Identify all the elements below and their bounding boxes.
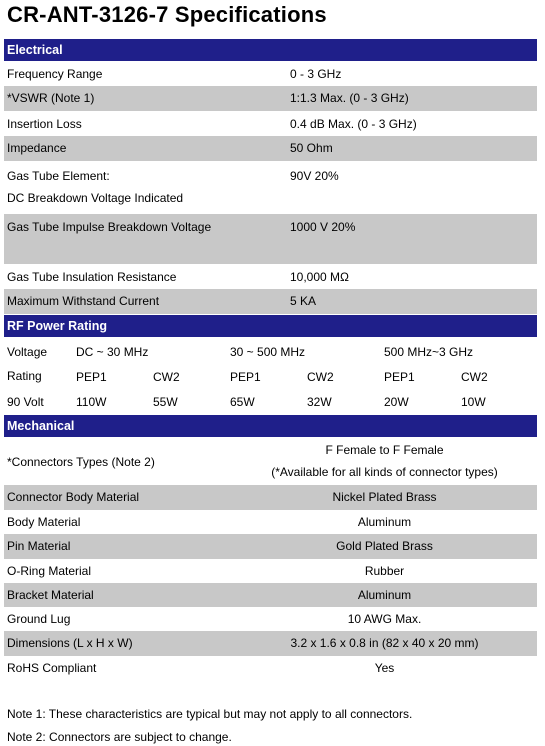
- spec-row-o-ring: [4, 559, 537, 583]
- footnote-1: Note 1: These characteristics are typical but may not apply to all connectors.: [7, 707, 413, 721]
- spec-row-connectors: [4, 437, 537, 485]
- spec-label: Bracket Material: [7, 588, 94, 602]
- rf-cell: 90 Volt: [7, 395, 44, 409]
- rf-cell: CW2: [461, 370, 488, 384]
- rf-cell: 110W: [76, 395, 107, 409]
- spec-value: 10 AWG Max.: [347, 612, 422, 626]
- spec-row-dimensions: [4, 631, 537, 656]
- rf-cell: CW2: [307, 370, 334, 384]
- rf-row-rating: [4, 363, 537, 388]
- rf-cell: 65W: [230, 395, 255, 409]
- spec-value: Gold Plated Brass: [336, 539, 433, 553]
- rf-cell: 10W: [461, 395, 486, 409]
- rf-cell: PEP1: [384, 370, 415, 384]
- spec-value: 0 - 3 GHz: [290, 67, 342, 81]
- section-header-electrical: Electrical: [4, 39, 537, 61]
- section-header-mechanical: Mechanical: [4, 415, 537, 437]
- spec-row-frequency: [4, 61, 537, 86]
- rf-row-90-volt: [4, 388, 537, 413]
- spec-label: Gas Tube Impulse Breakdown Voltage: [7, 220, 212, 234]
- spec-value: 50 Ohm: [290, 141, 333, 155]
- rf-cell: DC ~ 30 MHz: [76, 345, 149, 359]
- spec-value: 3.2 x 1.6 x 0.8 in (82 x 40 x 20 mm): [290, 636, 479, 650]
- section-header-rf-power: RF Power Rating: [4, 315, 537, 337]
- rf-cell: PEP1: [230, 370, 261, 384]
- spec-row-withstand-current: [4, 289, 537, 314]
- spec-label: RoHS Compliant: [7, 661, 97, 675]
- spec-label: Connector Body Material: [7, 490, 140, 504]
- spec-label: Gas Tube Element:: [7, 169, 110, 183]
- spec-value: 1000 V 20%: [290, 220, 356, 234]
- rf-cell: 32W: [307, 395, 332, 409]
- spec-value: F Female to F Female: [325, 443, 444, 457]
- spec-value: 5 KA: [290, 294, 317, 308]
- spec-row-impulse-breakdown: [4, 214, 537, 264]
- rf-cell: 30 ~ 500 MHz: [230, 345, 306, 359]
- spec-row-gas-tube-element: [4, 161, 537, 214]
- spec-label: O-Ring Material: [7, 564, 92, 578]
- rf-cell: PEP1: [76, 370, 107, 384]
- spec-row-body-material-connector: [4, 485, 537, 510]
- spec-label: *Connectors Types (Note 2): [7, 455, 155, 469]
- footnote-2: Note 2: Connectors are subject to change.: [7, 730, 232, 744]
- spec-value: 10,000 MΩ: [290, 270, 350, 284]
- spec-label: Ground Lug: [7, 612, 71, 626]
- spec-row-pin-material: [4, 534, 537, 559]
- spec-row-rohs: [4, 656, 537, 680]
- spec-row-insulation-resistance: [4, 264, 537, 289]
- spec-value: 90V 20%: [290, 169, 339, 183]
- rf-cell: 500 MHz~3 GHz: [384, 345, 474, 359]
- spec-label: Impedance: [7, 141, 67, 155]
- spec-row-bracket: [4, 583, 537, 607]
- spec-value: Rubber: [364, 564, 405, 578]
- rf-cell: 55W: [153, 395, 178, 409]
- page-title: CR-ANT-3126-7 Specifications: [7, 2, 327, 27]
- spec-label: Maximum Withstand Current: [7, 294, 160, 308]
- spec-row-body-material: [4, 510, 537, 534]
- spec-value: Aluminum: [357, 588, 412, 602]
- spec-value: Yes: [374, 661, 395, 675]
- spec-label: Frequency Range: [7, 67, 103, 81]
- spec-value: 1:1.3 Max. (0 - 3 GHz): [290, 91, 409, 105]
- spec-label-secondary: DC Breakdown Voltage Indicated: [7, 191, 184, 205]
- spec-value: Nickel Plated Brass: [332, 490, 437, 504]
- rf-row-voltage: [4, 338, 537, 363]
- spec-row-insertion-loss: [4, 111, 537, 136]
- spec-row-impedance: [4, 136, 537, 161]
- spec-value: 0.4 dB Max. (0 - 3 GHz): [290, 117, 417, 131]
- rf-cell: 20W: [384, 395, 409, 409]
- spec-label: Body Material: [7, 515, 81, 529]
- spec-value-note: (*Available for all kinds of connector types): [271, 465, 498, 479]
- rf-cell: CW2: [153, 370, 180, 384]
- spec-row-ground-lug: [4, 607, 537, 631]
- spec-label: Pin Material: [7, 539, 71, 553]
- spec-value: Aluminum: [357, 515, 412, 529]
- spec-row-vswr: [4, 86, 537, 111]
- spec-label: Gas Tube Insulation Resistance: [7, 270, 177, 284]
- spec-label: Insertion Loss: [7, 117, 82, 131]
- spec-label: *VSWR (Note 1): [7, 91, 95, 105]
- spec-label: Dimensions (L x H x W): [7, 636, 133, 650]
- rf-cell: Voltage: [7, 345, 48, 359]
- rf-cell: Rating: [7, 369, 42, 383]
